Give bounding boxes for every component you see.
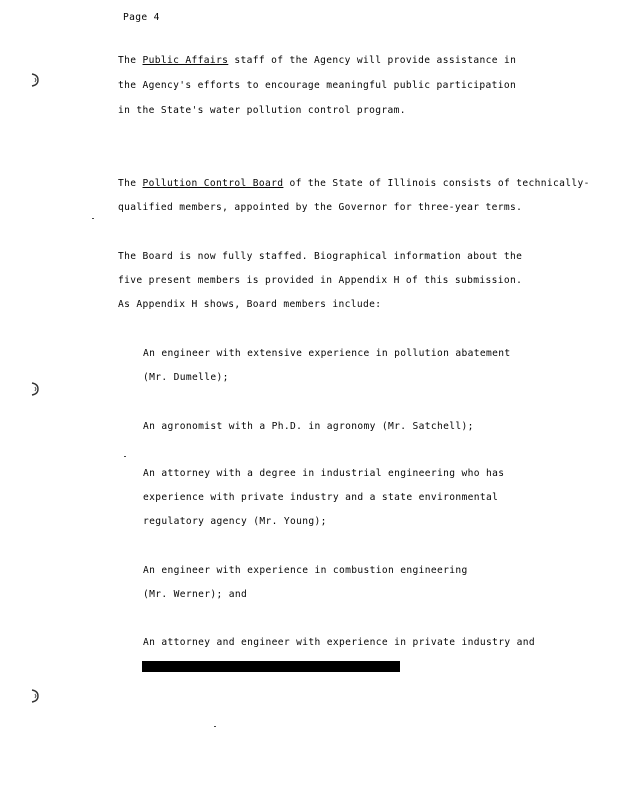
para2-line1 [118, 178, 590, 190]
para3-line3: As Appendix H shows, Board members include: [118, 299, 382, 310]
member1-line2: (Mr. Dumelle); [143, 372, 229, 383]
para1-line1-start: The [118, 55, 143, 66]
para2-line1-end: of the State of Illinois consists of technically- [283, 178, 590, 189]
punch-hole-mark-bottom [30, 688, 40, 704]
member3-line3: regulatory agency (Mr. Young); [143, 516, 327, 527]
para1-line2: the Agency's efforts to encourage meaningful public participation [118, 80, 517, 91]
para3-line1: The Board is now fully staffed. Biographical information about the [118, 251, 523, 262]
punch-hole-mark-middle [30, 381, 40, 397]
scan-speck [124, 456, 126, 457]
para1-line3: in the State's water pollution control program. [118, 105, 406, 116]
member4-line1: An engineer with experience in combustion engineering [143, 565, 468, 576]
public-affairs-underlined: Public Affairs [142, 55, 229, 66]
member3-line1: An attorney with a degree in industrial engineering who has [143, 468, 505, 479]
para1-line1-end: staff of the Agency will provide assistance in [228, 55, 517, 66]
para1-line1 [118, 55, 516, 67]
page-label: Page 4 [123, 12, 160, 23]
redaction-bar [142, 661, 400, 672]
scan-speck [92, 218, 94, 219]
punch-hole-mark-top [30, 72, 40, 88]
member2-line1: An agronomist with a Ph.D. in agronomy (Mr. Satchell); [143, 421, 474, 432]
pollution-control-board-underlined: Pollution Control Board [142, 178, 284, 189]
member5-line1: An attorney and engineer with experience in private industry and [143, 637, 536, 648]
para2-line2: qualified members, appointed by the Governor for three-year terms. [118, 202, 523, 213]
scan-speck [214, 726, 216, 727]
para3-line2: five present members is provided in Appendix H of this submission. [118, 275, 523, 286]
member3-line2: experience with private industry and a state environmental [143, 492, 499, 503]
member1-line1: An engineer with extensive experience in pollution abatement [143, 348, 511, 359]
para2-line1-start: The [118, 178, 143, 189]
member4-line2: (Mr. Werner); and [143, 589, 248, 600]
